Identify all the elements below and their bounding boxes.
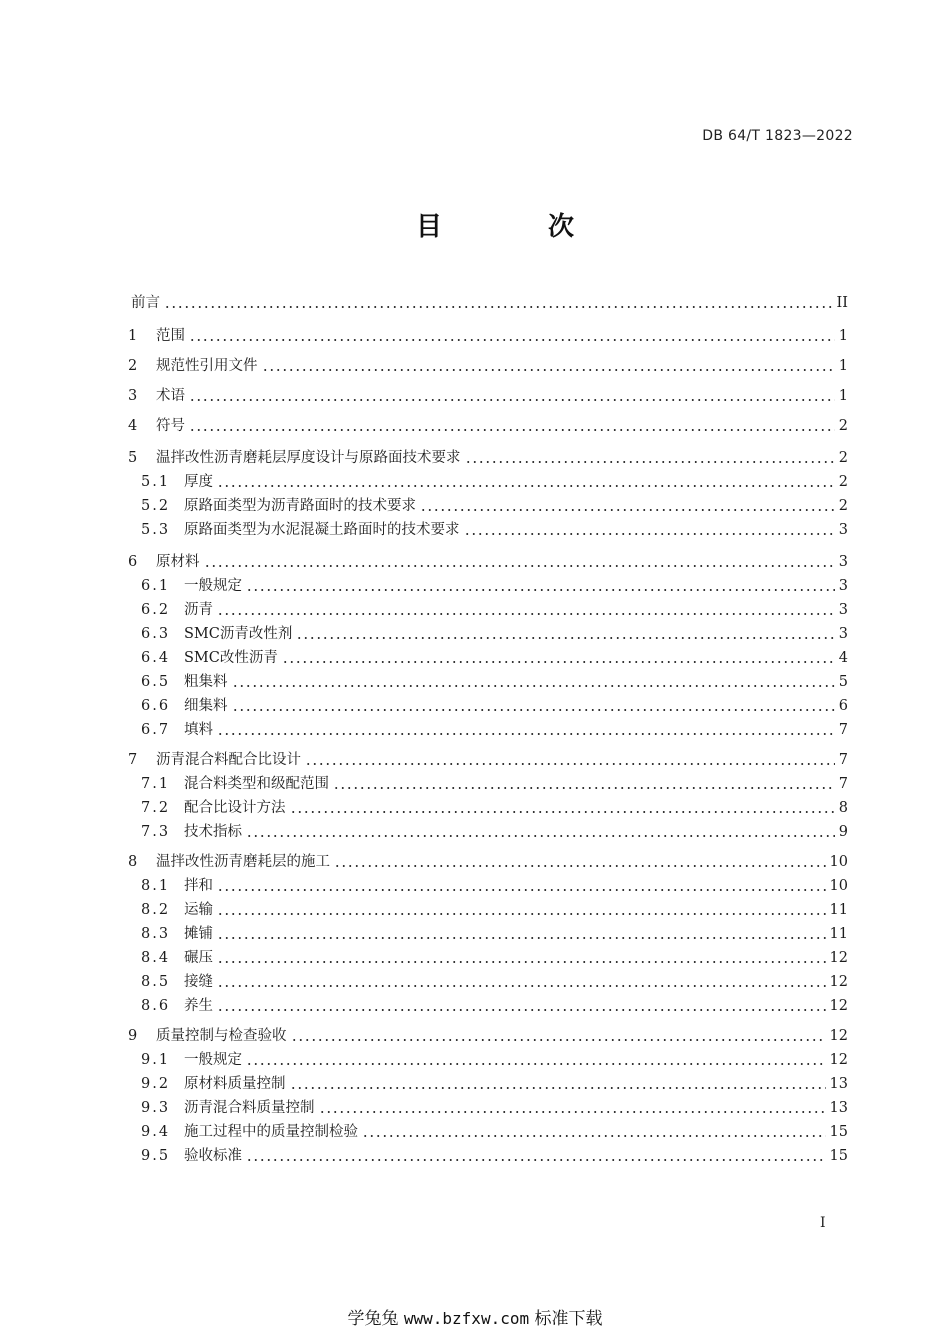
toc-entry-page: 2 — [838, 498, 848, 514]
toc-entry-title: 术语 — [156, 388, 185, 404]
toc-leader-dots — [232, 709, 835, 711]
toc-entry-title: 原材料质量控制 — [184, 1076, 286, 1092]
toc-leader-dots — [262, 369, 835, 371]
toc-entry-number: 8.2 — [141, 902, 171, 918]
toc-leader-dots — [296, 637, 834, 639]
toc-entry-page: 8 — [838, 800, 848, 816]
toc-entry-page: 12 — [829, 950, 848, 966]
toc-entry-number: 6 — [128, 554, 138, 570]
toc-entry-page: 5 — [838, 674, 848, 690]
toc-entry-number: 7.1 — [141, 776, 171, 792]
toc-entry-title: 符号 — [156, 418, 185, 434]
toc-entry-number: 1 — [128, 328, 138, 344]
toc-entry-page: 10 — [829, 854, 848, 870]
toc-entry[interactable] — [0, 993, 950, 1015]
toc-entry-number: 6.6 — [141, 698, 171, 714]
toc-entry-page: 1 — [838, 388, 848, 404]
toc-entry[interactable] — [0, 795, 950, 817]
toc-entry[interactable] — [0, 669, 950, 691]
toc-entry[interactable] — [0, 849, 950, 871]
toc-leader-dots — [246, 589, 835, 591]
toc-entry[interactable] — [0, 771, 950, 793]
toc-entry[interactable] — [0, 645, 950, 667]
toc-entry[interactable] — [0, 1023, 950, 1045]
toc-entry-number: 6.1 — [141, 578, 171, 594]
toc-leader-dots — [290, 811, 835, 813]
toc-entry[interactable] — [0, 323, 950, 345]
toc-entry-title: 原路面类型为沥青路面时的技术要求 — [184, 498, 416, 514]
toc-entry-title: 原路面类型为水泥混凝土路面时的技术要求 — [184, 522, 460, 538]
toc-leader-dots — [465, 461, 835, 463]
toc-entry-page: 3 — [838, 522, 848, 538]
standard-code: DB 64/T 1823—2022 — [702, 128, 853, 144]
toc-entry-page: 3 — [838, 554, 848, 570]
toc-entry[interactable] — [0, 549, 950, 571]
toc-entry[interactable] — [0, 445, 950, 467]
toc-entry-title: 碾压 — [184, 950, 213, 966]
toc-entry-number: 9.5 — [141, 1148, 171, 1164]
toc-entry-title: 验收标准 — [184, 1148, 242, 1164]
toc-entry[interactable] — [0, 383, 950, 405]
toc-leader-dots — [362, 1135, 826, 1137]
toc-entry-number: 8.4 — [141, 950, 171, 966]
toc-entry[interactable] — [0, 693, 950, 715]
toc-entry-number: 5.1 — [141, 474, 171, 490]
toc-entry-page: 4 — [838, 650, 848, 666]
footer — [0, 1304, 950, 1329]
toc-entry-page: 13 — [829, 1100, 848, 1116]
footer-site-name: 学兔兔 — [347, 1309, 399, 1329]
toc-entry[interactable] — [0, 493, 950, 515]
toc-entry-number: 8.3 — [141, 926, 171, 942]
toc-entry-page: 3 — [838, 602, 848, 618]
toc-entry-number: 5.2 — [141, 498, 171, 514]
toc-entry-page: 15 — [829, 1148, 848, 1164]
toc-entry-page: 6 — [838, 698, 848, 714]
toc-leader-dots — [464, 533, 835, 535]
toc-entry-number: 4 — [128, 418, 138, 434]
toc-entry-number: 7.2 — [141, 800, 171, 816]
toc-entry-page: 12 — [829, 1028, 848, 1044]
toc-leader-dots — [189, 399, 835, 401]
toc-entry-number: 9.1 — [141, 1052, 171, 1068]
footer-url[interactable]: www.bzfxw.com — [403, 1309, 530, 1328]
toc-entry-number: 8 — [128, 854, 138, 870]
toc-entry-title: 温拌改性沥青磨耗层的施工 — [156, 854, 330, 870]
toc-leader-dots — [217, 961, 826, 963]
toc-entry-title: 温拌改性沥青磨耗层厚度设计与原路面技术要求 — [156, 450, 461, 466]
toc-entry-number: 9.2 — [141, 1076, 171, 1092]
toc-entry-title: 混合料类型和级配范围 — [184, 776, 329, 792]
toc-entry[interactable] — [0, 597, 950, 619]
toc-entry-number: 6.2 — [141, 602, 171, 618]
toc-leader-dots — [232, 685, 835, 687]
toc-entry-title: 摊铺 — [184, 926, 213, 942]
toc-entry-number: 3 — [128, 388, 138, 404]
toc-leader-dots — [246, 1063, 826, 1065]
toc-leader-dots — [246, 1159, 826, 1161]
toc-entry[interactable] — [0, 873, 950, 895]
toc-entry[interactable] — [0, 621, 950, 643]
toc-entry-number: 5.3 — [141, 522, 171, 538]
toc-leader-dots — [334, 865, 826, 867]
toc-entry-number: 8.1 — [141, 878, 171, 894]
toc-leader-dots — [217, 485, 835, 487]
toc-leader-dots — [189, 339, 835, 341]
toc-entry-title: 沥青混合料质量控制 — [184, 1100, 315, 1116]
toc-entry-page: 15 — [829, 1124, 848, 1140]
toc-entry-number: 9.3 — [141, 1100, 171, 1116]
toc-entry[interactable] — [0, 921, 950, 943]
toc-entry[interactable] — [0, 1095, 950, 1117]
toc-entry[interactable] — [0, 517, 950, 539]
footer-tagline: 标准下载 — [534, 1309, 603, 1329]
toc-leader-dots — [217, 733, 835, 735]
toc-entry-page: II — [836, 295, 848, 311]
toc-leader-dots — [282, 661, 835, 663]
toc-entry-title: 粗集料 — [184, 674, 228, 690]
toc-entry-page: 12 — [829, 1052, 848, 1068]
toc-leader-dots — [246, 835, 835, 837]
toc-entry-number: 5 — [128, 450, 138, 466]
toc-leader-dots — [204, 565, 835, 567]
toc-leader-dots — [217, 913, 826, 915]
toc-entry-number: 6.4 — [141, 650, 171, 666]
toc-entry-page: 2 — [838, 474, 848, 490]
toc-entry-page: 12 — [829, 974, 848, 990]
toc-entry-page: 1 — [838, 358, 848, 374]
toc-entry[interactable] — [0, 747, 950, 769]
toc-title: 目 次 — [415, 212, 614, 242]
toc-entry-number: 6.5 — [141, 674, 171, 690]
toc-entry-title: 施工过程中的质量控制检验 — [184, 1124, 358, 1140]
toc-entry-title: 养生 — [184, 998, 213, 1014]
toc-leader-dots — [217, 937, 826, 939]
toc-entry-page: 11 — [829, 902, 848, 918]
toc-entry-page: 2 — [838, 450, 848, 466]
toc-leader-dots — [217, 1009, 826, 1011]
toc-leader-dots — [305, 763, 835, 765]
toc-entry-page: 3 — [838, 578, 848, 594]
toc-entry-title: 范围 — [156, 328, 185, 344]
toc-entry-page: 3 — [838, 626, 848, 642]
toc-entry[interactable] — [0, 413, 950, 435]
toc-entry-number: 9 — [128, 1028, 138, 1044]
toc-entry-page: 2 — [838, 418, 848, 434]
page-number: I — [820, 1215, 826, 1231]
toc-entry[interactable] — [0, 573, 950, 595]
toc-leader-dots — [319, 1111, 826, 1113]
toc-entry-page: 13 — [829, 1076, 848, 1092]
toc-entry-title: 细集料 — [184, 698, 228, 714]
toc-entry[interactable] — [0, 353, 950, 375]
toc-entry[interactable] — [0, 469, 950, 491]
toc-entry-title: 填料 — [184, 722, 213, 738]
toc-leader-dots — [217, 613, 835, 615]
toc-entry-page: 10 — [829, 878, 848, 894]
toc-entry-page: 7 — [838, 752, 848, 768]
toc-leader-dots — [290, 1087, 826, 1089]
toc-entry[interactable] — [0, 897, 950, 919]
toc-entry-title: 拌和 — [184, 878, 213, 894]
toc-entry-number: 8.5 — [141, 974, 171, 990]
toc-entry[interactable] — [0, 1071, 950, 1093]
toc-entry-number: 6.3 — [141, 626, 171, 642]
toc-entry-number: 9.4 — [141, 1124, 171, 1140]
toc-entry-page: 1 — [838, 328, 848, 344]
toc-entry-title: SMC改性沥青 — [184, 650, 278, 666]
toc-entry[interactable] — [0, 945, 950, 967]
toc-leader-dots — [217, 889, 826, 891]
toc-entry[interactable] — [0, 1119, 950, 1141]
toc-entry[interactable] — [0, 1047, 950, 1069]
toc-entry-title: 前言 — [131, 295, 160, 311]
toc-entry[interactable] — [0, 290, 950, 312]
toc-entry-page: 11 — [829, 926, 848, 942]
toc-entry-title: 技术指标 — [184, 824, 242, 840]
toc-entry-title: 沥青混合料配合比设计 — [156, 752, 301, 768]
toc-entry-number: 8.6 — [141, 998, 171, 1014]
toc-leader-dots — [189, 429, 835, 431]
toc-leader-dots — [164, 306, 833, 308]
toc-leader-dots — [291, 1039, 826, 1041]
toc-entry[interactable] — [0, 717, 950, 739]
toc-entry-title: 运输 — [184, 902, 213, 918]
toc-entry-page: 9 — [838, 824, 848, 840]
toc-entry[interactable] — [0, 1143, 950, 1165]
toc-entry-title: 原材料 — [156, 554, 200, 570]
toc-entry-title: 配合比设计方法 — [184, 800, 286, 816]
toc-entry-title: 厚度 — [184, 474, 213, 490]
toc-entry-number: 7 — [128, 752, 138, 768]
toc-entry-title: SMC沥青改性剂 — [184, 626, 293, 642]
toc-entry[interactable] — [0, 969, 950, 991]
toc-entry-title: 质量控制与检查验收 — [156, 1028, 287, 1044]
toc-entry-title: 一般规定 — [184, 1052, 242, 1068]
toc-entry-number: 7.3 — [141, 824, 171, 840]
toc-leader-dots — [217, 985, 826, 987]
toc-entry-title: 沥青 — [184, 602, 213, 618]
toc-leader-dots — [333, 787, 835, 789]
toc-entry-number: 2 — [128, 358, 138, 374]
toc-entry[interactable] — [0, 819, 950, 841]
toc-entry-title: 一般规定 — [184, 578, 242, 594]
toc-entry-number: 6.7 — [141, 722, 171, 738]
toc-entry-title: 规范性引用文件 — [156, 358, 258, 374]
toc-entry-page: 12 — [829, 998, 848, 1014]
toc-entry-page: 7 — [838, 722, 848, 738]
toc-leader-dots — [420, 509, 835, 511]
toc-entry-title: 接缝 — [184, 974, 213, 990]
toc-entry-page: 7 — [838, 776, 848, 792]
